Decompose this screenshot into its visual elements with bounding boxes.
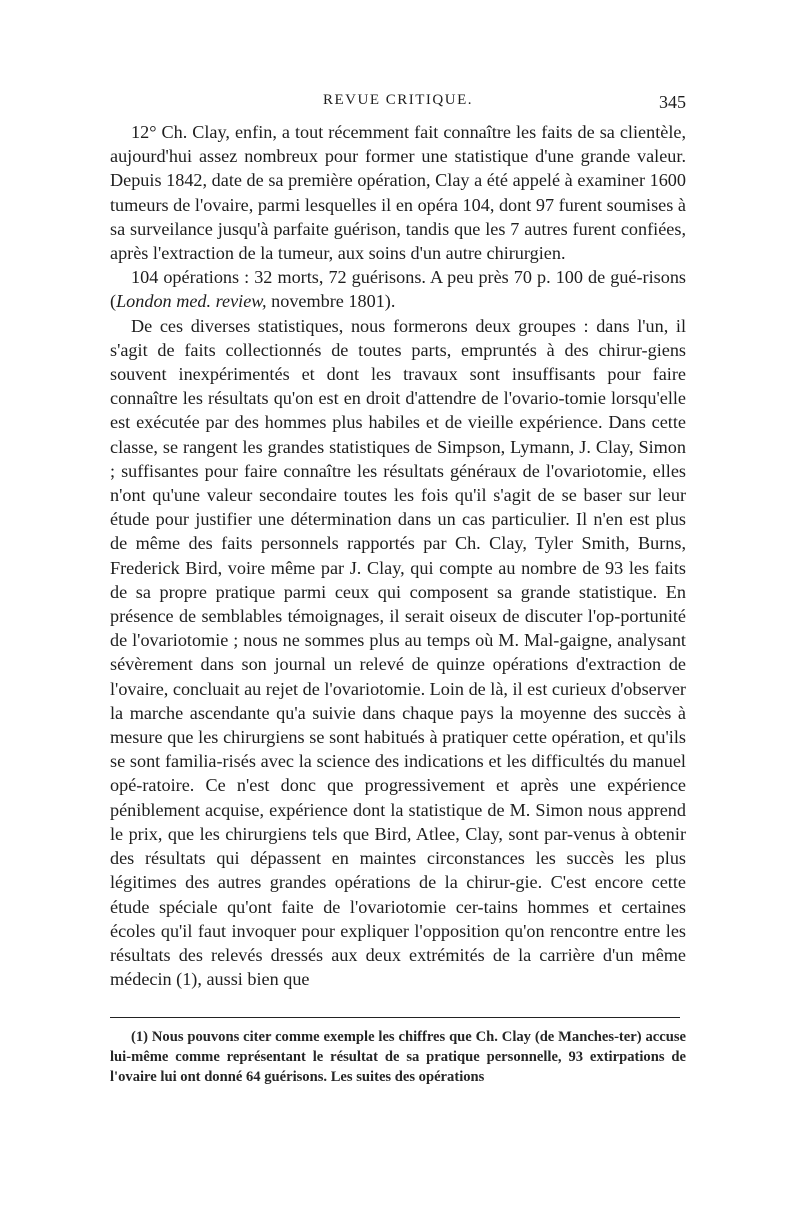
paragraph-text: De ces diverses statistiques, nous formerons deux groupes : dans l'un, il s'agit de faits collectionnés de toutes parts, empruntés à des chirur-giens souvent inexpérimentés et dont les travaux sont insuffisants pour faire connaître les résultats qu'on est en droit d'attendre de l'ovario-tomie lorsqu'elle est exécutée par des hommes plus habiles et de vieille expérience. Dans cette classe, se rangent les grandes statistiques de Simpson, Lymann, J. Clay, Simon ; suffisantes pour faire connaître les résultats généraux de l'ovariotomie, elles n'ont qu'une valeur secondaire toutes les fois qu'il s'agit de se baser sur leur étude pour justifier une détermination dans un cas particulier. Il n'en est plus de même des faits personnels rapportés par Ch. Clay, Tyler Smith, Burns, Frederick Bird, voire même par J. Clay, qui compte au nombre de 93 les faits de sa propre pratique parmi ceux qui composent sa grande statistique. En présence de semblables témoignages, il serait oiseux de discuter l'op-portunité de l'ovariotomie ; nous ne sommes plus au temps où M. Mal-gaigne, analysant sévèrement dans son journal un relevé de quinze opérations d'extraction de l'ovaire, concluait au rejet de l'ovariotomie. Loin de là, il est curieux d'observer la marche ascendante qu'a suivie dans chaque pays la moyenne des succès à mesure que les chirurgiens se sont habitués à pratiquer cette opération, et qu'ils se sont familia-risés avec la science des indications et les difficultés du manuel opé-ratoire. Ce n'est donc que progressivement et après une expérience péniblement acquise, expérience dont la statistique de M. Simon nous apprend le prix, que les chirurgiens tels que Bird, Atlee, Clay, sont par-venus à obtenir des résultats qui dépassent en maintes circonstances les succès les plus légitimes des autres grandes opérations de la chirur-gie. C'est encore cette étude spéciale qu'ont faite de l'ovariotomie cer-tains hommes et certaines écoles qu'il faut invoquer pour expliquer l'opposition qu'on rencontre entre les résultats des relevés dressés aux deux extrémités de la carrière d'un même médecin (1), aussi bien que — [110, 315, 686, 990]
footnote-divider — [110, 1017, 680, 1018]
footnote-text: (1) Nous pouvons citer comme exemple les chiffres que Ch. Clay (de Manches-ter) accuse lui-même comme représentant le résultat de sa pratique personnelle, 93 extirpations de l'ovaire lui ont donné 64 guérisons. Les suites des opérations — [110, 1029, 686, 1085]
paragraph-statistics-groups — [110, 314, 686, 992]
paragraph-operation-summary — [110, 265, 686, 313]
footnote — [110, 1028, 686, 1087]
running-title: REVUE CRITIQUE. — [323, 92, 473, 108]
body-text — [110, 120, 686, 991]
paragraph-clay-statistics — [110, 120, 686, 265]
book-page — [110, 92, 686, 1087]
journal-title: London med. review, — [116, 291, 267, 312]
paragraph-text: 12° Ch. Clay, enfin, a tout récemment fait connaître les faits de sa clientèle, aujourd'hui assez nombreux pour former une statistique d'une grande valeur. Depuis 1842, date de sa première opération, Clay a été appelé à examiner 1600 tumeurs de l'ovaire, parmi lesquelles il en opéra 104, dont 97 furent soumises à sa surveilance jusqu'à parfaite guérison, tandis que les 7 autres furent confiées, après l'extraction de la tumeur, aux soins d'un autre chirurgien. — [110, 122, 686, 264]
page-number: 345 — [659, 92, 686, 112]
paragraph-text: 104 opérations : 32 morts, 72 guérisons. A peu près 70 p. 100 de gué-risons ( — [110, 267, 686, 312]
running-head — [110, 92, 686, 118]
paragraph-text-tail: novembre 1801). — [266, 291, 396, 312]
